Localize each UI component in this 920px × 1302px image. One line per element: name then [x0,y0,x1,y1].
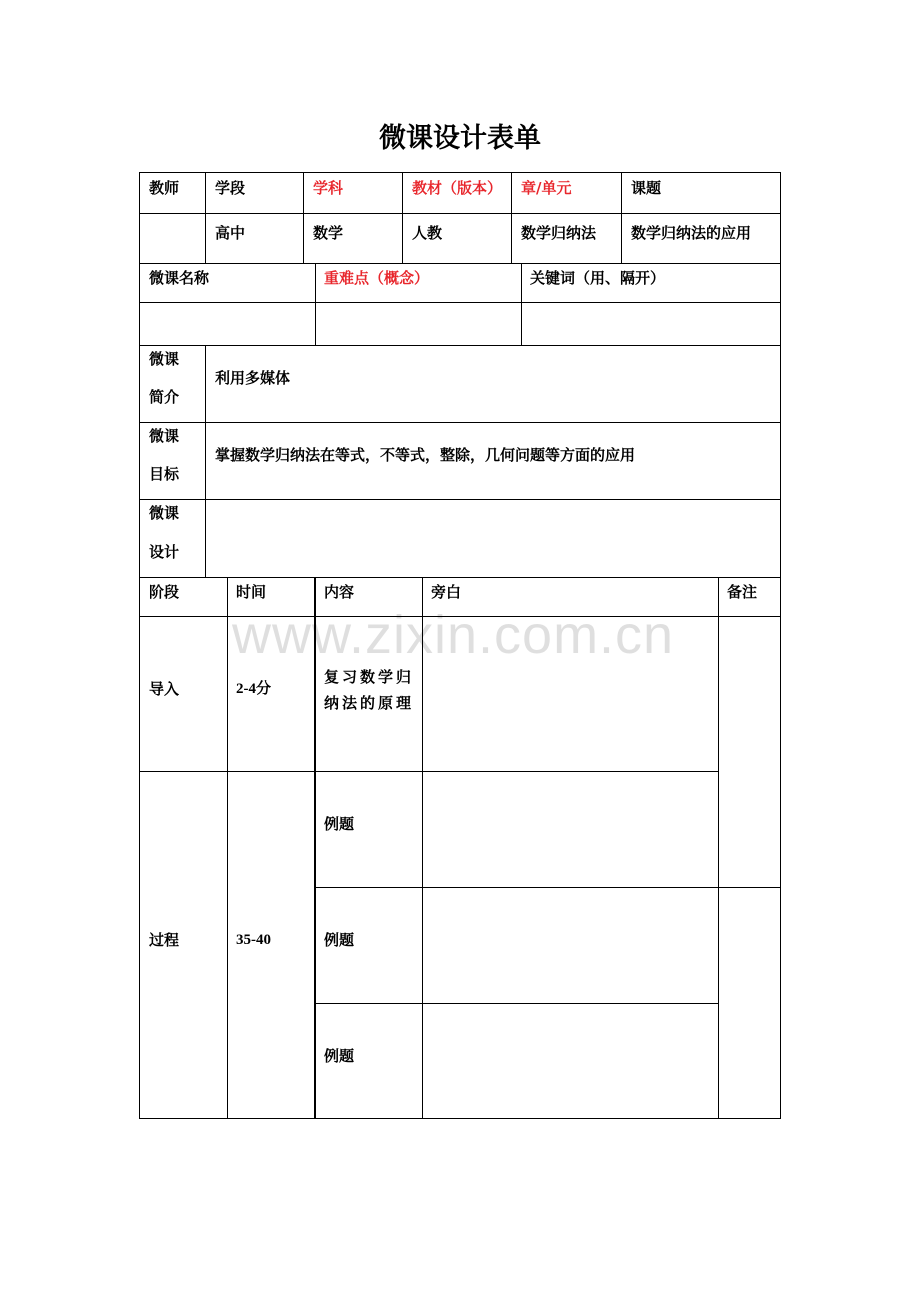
teacher-label: 教师 [149,179,180,197]
topic-label: 课题 [631,179,662,197]
cell-example-2-narration[interactable] [422,887,719,1004]
plan-time-header: 时间 [236,583,267,601]
example-3: 例题 [324,1047,355,1065]
keypoint-label: 重难点（概念） [324,269,430,287]
design-label-line2: 设计 [149,543,180,561]
name-label: 微课名称 [149,269,210,287]
intro-content: 复习数学归纳法的原理 [324,668,415,712]
plan-stage-header: 阶段 [149,583,180,601]
subject-label: 学科 [313,179,344,197]
cell-intro-value[interactable] [205,345,781,423]
cell-keywords-value[interactable] [521,302,781,346]
cell-teacher-value[interactable] [139,213,206,264]
chapter-value: 数学归纳法 [521,224,597,242]
topic-value: 数学归纳法的应用 [631,224,752,242]
process-stage: 过程 [149,931,180,949]
subject-value: 数学 [313,224,344,242]
watermark: www.zixin.com.cn [232,605,675,665]
cell-example-3-narration[interactable] [422,1003,719,1119]
goal-label-line2: 目标 [149,465,180,483]
goal-value: 掌握数学归纳法在等式，不等式，整除，几何问题等方面的应用 [215,446,636,464]
cell-example-1-narration[interactable] [422,771,719,888]
stage-value: 高中 [215,224,246,242]
page-title: 微课设计表单 [379,123,541,154]
plan-content-header: 内容 [324,583,355,601]
cell-design-value[interactable] [205,499,781,578]
cell-note-2[interactable] [718,887,781,1119]
cell-note-1[interactable] [718,616,781,888]
example-2: 例题 [324,931,355,949]
keywords-label: 关键词（用、隔开） [530,269,666,287]
stage-label: 学段 [215,179,246,197]
intro-label-line1: 微课 [149,350,180,368]
cell-keypoint-value[interactable] [315,302,522,346]
intro-time: 2-4分 [236,681,271,697]
goal-label-line1: 微课 [149,427,180,445]
process-time: 35-40 [236,932,271,948]
intro-stage: 导入 [149,680,180,698]
textbook-value: 人教 [412,224,443,242]
plan-note-header: 备注 [727,583,758,601]
cell-name-value[interactable] [139,302,316,346]
example-1: 例题 [324,815,355,833]
design-label-line1: 微课 [149,504,180,522]
intro-label-line2: 简介 [149,388,180,406]
textbook-label: 教材（版本） [412,179,503,197]
chapter-label: 章/单元 [521,179,572,197]
intro-value: 利用多媒体 [215,369,291,387]
plan-narration-header: 旁白 [431,583,462,601]
